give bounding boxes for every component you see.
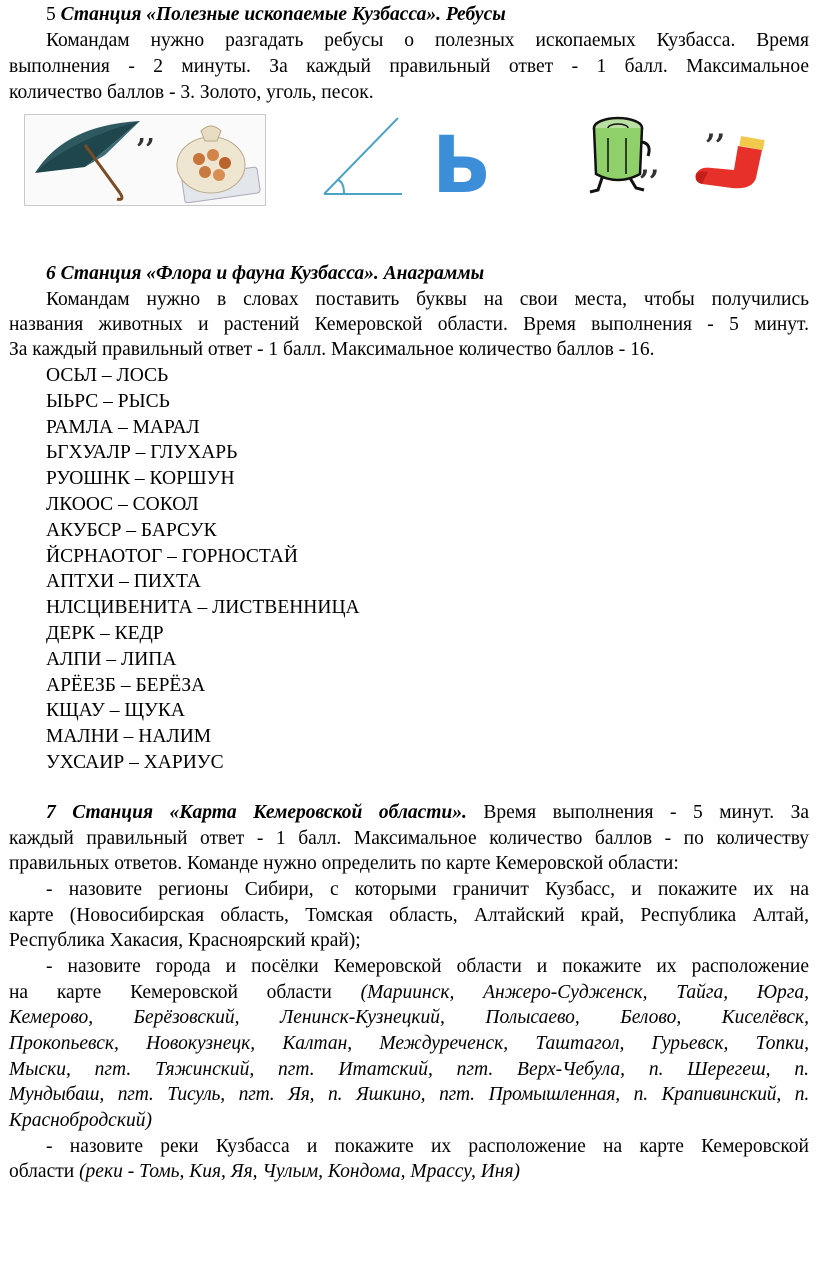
station7-intro-line2: каждый правильный ответ - 1 балл. Максимальное количество баллов - по количеству: [9, 828, 809, 849]
station7-bullet2-line7: Краснобродский): [9, 1110, 152, 1131]
station7-intro-rest: Время выполнения - 5 минут. За: [466, 802, 809, 823]
station7-bullet3-line2: [9, 1159, 809, 1185]
station7-heading: [9, 800, 809, 826]
station7-bullet2-line6: Мундыбаш, пгт. Тисуль, пгт. Яя, п. Яшкино, пгт. Промышленная, п. Крапивинский, п.: [9, 1084, 809, 1105]
anagram-item: НЛСЦИВЕНИТА – ЛИСТВЕННИЦА: [46, 597, 360, 619]
anagram-item: АРЁЕЗБ – БЕРЁЗА: [46, 674, 206, 696]
rebus-quote-2: ,,: [640, 148, 660, 181]
anagram-list: [46, 363, 546, 776]
station7-bullet2-line2: [9, 980, 809, 1006]
rebus-gold: [24, 114, 266, 206]
station7-bullet1-line3: Республика Хакасия, Красноярский край);: [9, 930, 361, 951]
anagram-item: АПТХИ – ПИХТА: [46, 571, 202, 593]
station7-bullet2-line5: Мыски, пгт. Тяжинский, пгт. Итатский, пгт. Верх-Чебула, п. Шерегеш, п.: [9, 1059, 809, 1080]
station5-heading: [9, 2, 809, 28]
station5-number: 5: [46, 4, 56, 25]
anagram-item: АЛПИ – ЛИПА: [46, 648, 177, 670]
station7-bullet3-italic: (реки - Томь, Кия, Яя, Чулым, Кондома, Мрассу, Иня): [79, 1161, 521, 1182]
angle-icon: [318, 114, 408, 200]
sack-of-coins-icon: [163, 117, 263, 203]
rebus-quote-1: ,,: [137, 119, 156, 149]
anagram-item: МАЛНИ – НАЛИМ: [46, 726, 212, 748]
station7-bullet2-line4: Прокопьевск, Новокузнецк, Калтан, Междуреченск, Таштагол, Гурьевск, Топки,: [9, 1033, 809, 1054]
sock-icon: [692, 134, 772, 194]
station6-line1: Командам нужно в словах поставить буквы на свои места, чтобы получились: [46, 289, 809, 310]
anagram-item: ЬГХУАЛР – ГЛУХАРЬ: [46, 442, 238, 464]
rebus-soft-sign: Ь: [432, 121, 492, 211]
station7-bullet3-line1: - назовите реки Кузбасса и покажите их расположение на карте Кемеровской: [46, 1136, 809, 1157]
anagram-item: ЛКООС – СОКОЛ: [46, 493, 199, 515]
anagram-item: ОСЬЛ – ЛОСЬ: [46, 365, 169, 386]
station6-line3: За каждый правильный ответ - 1 балл. Максимальное количество баллов - 16.: [9, 339, 655, 360]
station5-line3: количество баллов - 3. Золото, уголь, песок.: [9, 82, 374, 103]
station7-bullet2-italic: (Мариинск, Анжеро-Судженск, Тайга, Юрга,: [360, 982, 810, 1003]
station7-intro-line3: правильных ответов. Команде нужно определить по карте Кемеровской области:: [9, 853, 679, 874]
station7-bullet1-line1: - назовите регионы Сибири, с которыми граничит Кузбасс, и покажите их на: [46, 879, 809, 900]
station5-line1: Командам нужно разгадать ребусы о полезных ископаемых Кузбасса. Время: [46, 30, 809, 51]
anagram-item: КЩАУ – ЩУКА: [46, 700, 185, 722]
station7-bullet2-line1: - назовите города и посёлки Кемеровской области и покажите их расположение: [46, 956, 809, 977]
station7-bullet2-plain: на карте Кемеровской области: [9, 982, 361, 1003]
station5-line2: выполнения - 2 минуты. За каждый правильный ответ - 1 балл. Максимальное: [9, 56, 809, 77]
station7-bullet1-line2: карте (Новосибирская область, Томская область, Алтайский край, Республика Алтай,: [9, 905, 809, 926]
station5-title: Станция «Полезные ископаемые Кузбасса». Ребусы: [60, 4, 506, 25]
anagram-item: УХСАИР – ХАРИУС: [46, 751, 224, 773]
station7-bullet2-line3: Кемерово, Берёзовский, Ленинск-Кузнецкий, Полысаево, Белово, Киселёвск,: [9, 1007, 809, 1028]
anagram-item: АКУБСР – БАРСУК: [46, 519, 217, 541]
anagram-item: ЫЬРС – РЫСЬ: [46, 390, 170, 412]
anagram-item: ДЕРК – КЕДР: [46, 622, 164, 644]
station6-line2: названия животных и растений Кемеровской области. Время выполнения - 5 минут.: [9, 314, 809, 335]
anagram-item: РУОШНК – КОРШУН: [46, 468, 235, 490]
rebus-quote-3: ,,: [706, 112, 726, 145]
station7-title: 7 Станция «Карта Кемеровской области».: [46, 802, 467, 823]
anagram-item: ЙСРНАОТОГ – ГОРНОСТАЙ: [46, 545, 298, 567]
anagram-item: РАМЛА – МАРАЛ: [46, 416, 200, 438]
station7-bullet3-plain: области: [9, 1161, 80, 1182]
station6-title: 6 Станция «Флора и фауна Кузбасса». Анаграммы: [46, 263, 485, 284]
